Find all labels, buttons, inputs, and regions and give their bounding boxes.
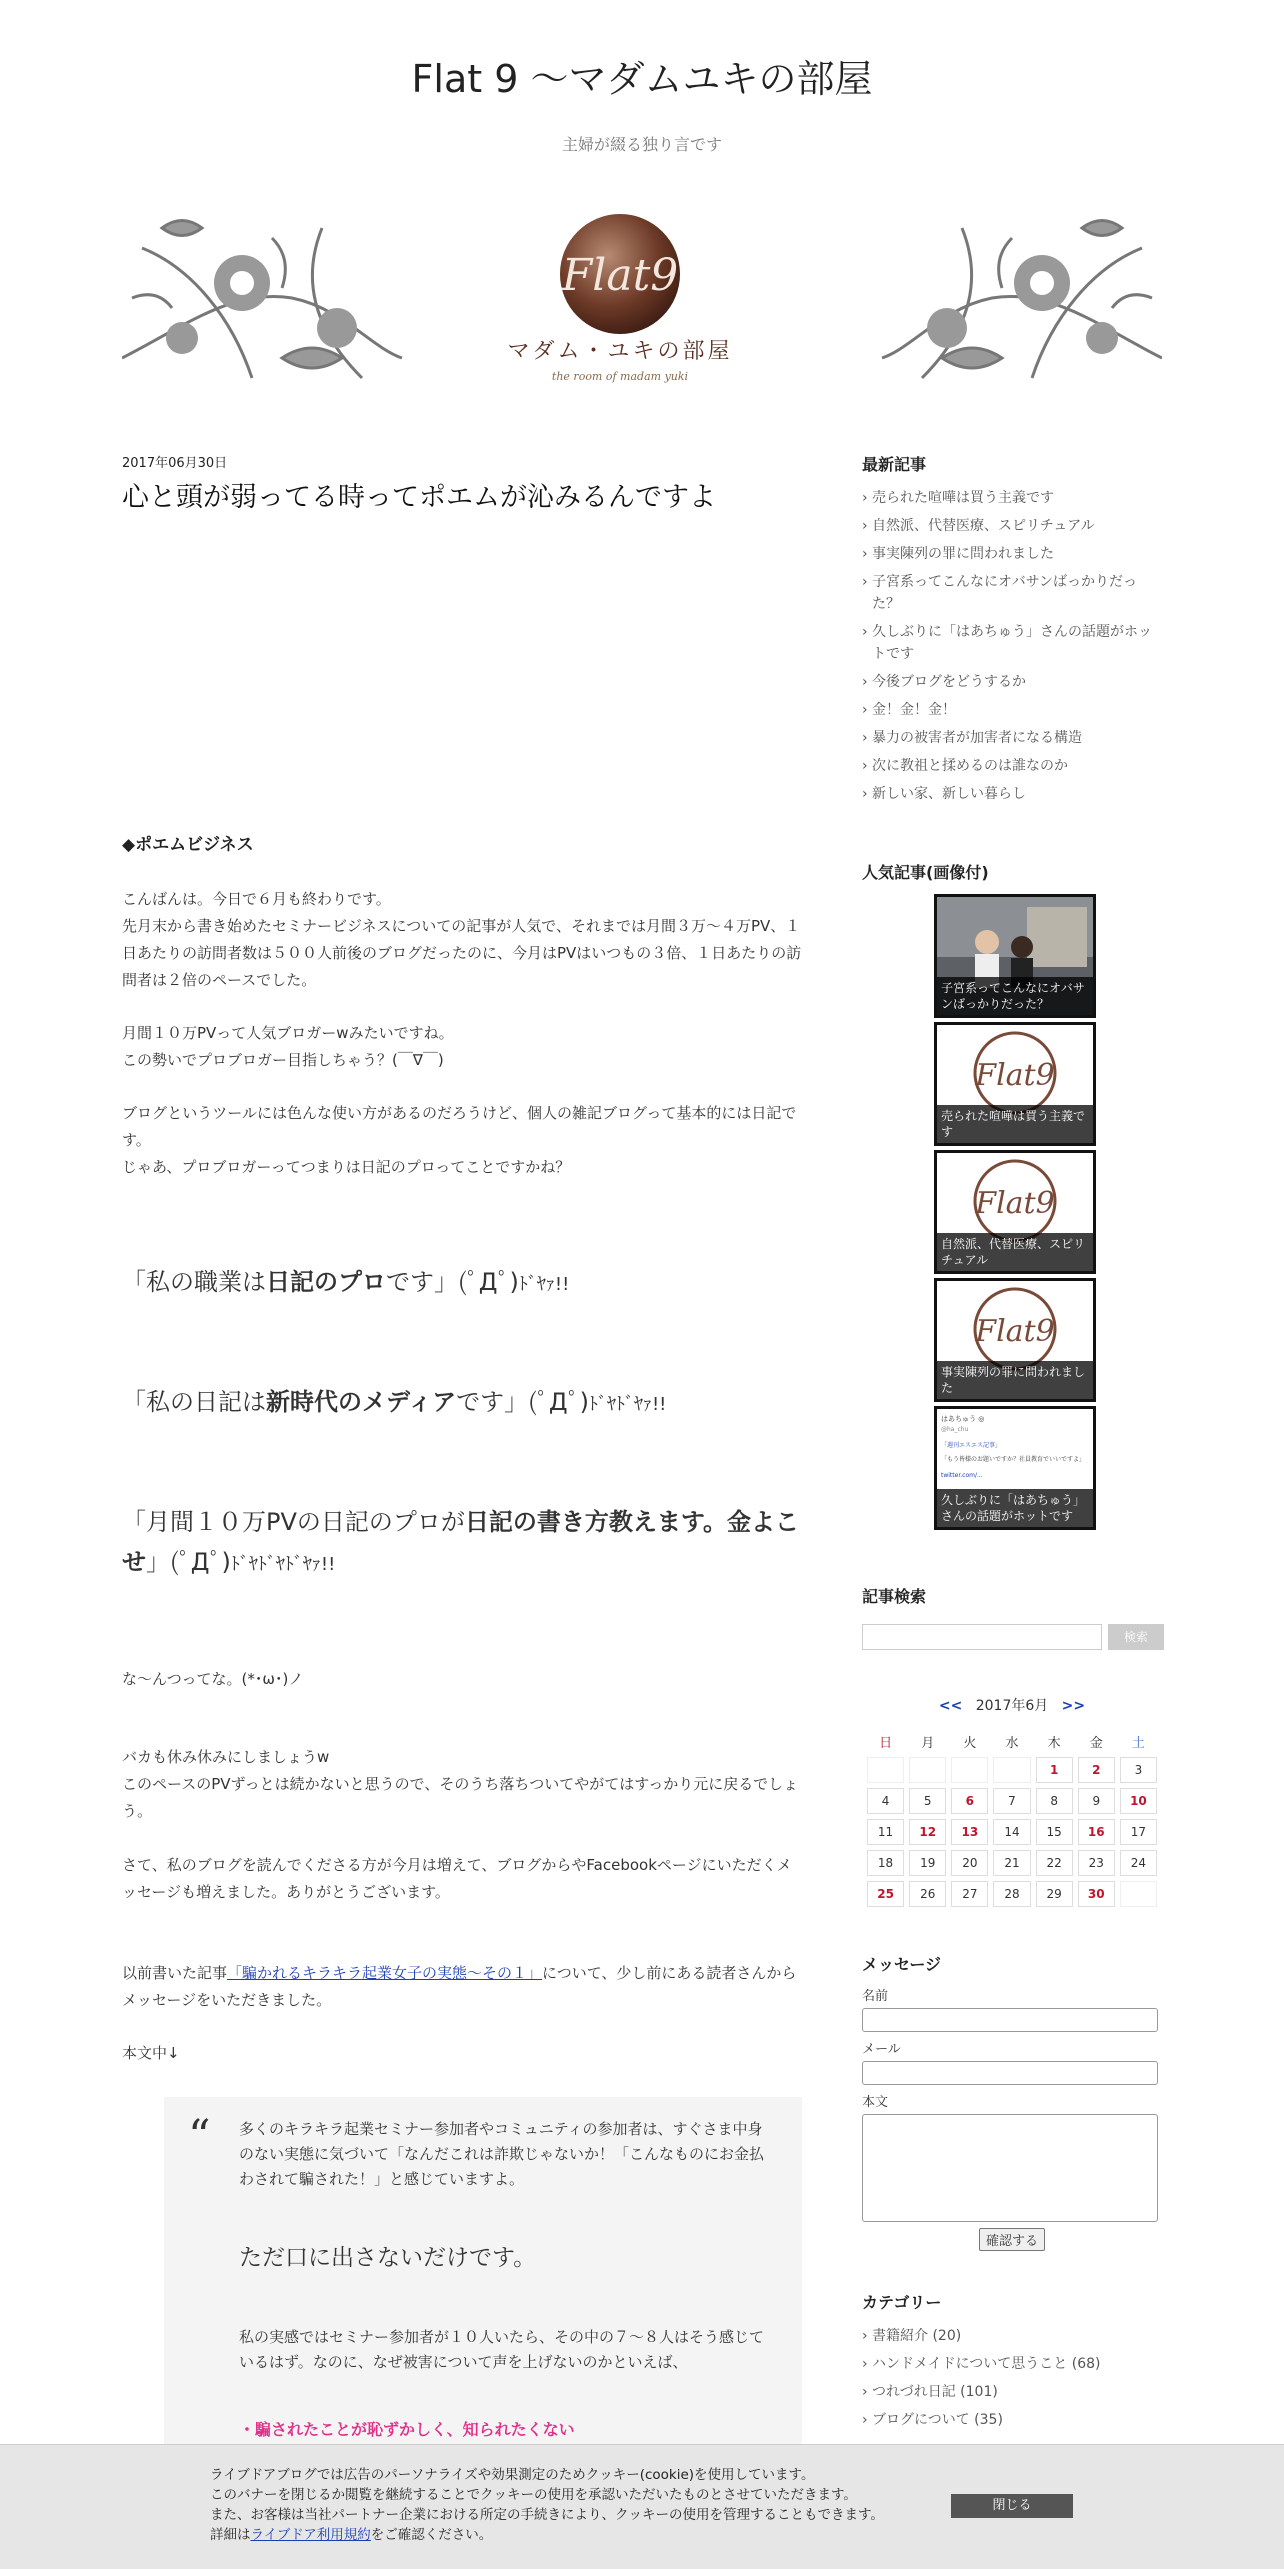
svg-text:Flat9: Flat9 [975, 1058, 1055, 1093]
weekday-label: 月 [921, 1735, 935, 1751]
calendar-day [1120, 1881, 1157, 1907]
main-article [122, 452, 802, 2439]
weekday-label: 水 [1005, 1735, 1019, 1751]
svg-text:@ha_chu: @ha_chu [941, 1426, 969, 1433]
calendar-day: 26 [909, 1881, 946, 1907]
calendar-day: 14 [993, 1819, 1030, 1845]
quote-mark-icon: “ [188, 2111, 211, 2162]
calendar-day: 24 [1120, 1850, 1157, 1876]
paragraph-7: 以前書いた記事「騙かれるキラキラ起業女子の実態〜その１」について、少し前にある読者さんからメッセージをいただきました。 [122, 1964, 797, 2009]
calendar-day: 20 [951, 1850, 988, 1876]
calendar-day: 19 [909, 1850, 946, 1876]
popular-post-caption: 子宮系ってこんなにオバサンばっかりだった？ [937, 977, 1093, 1015]
blockquote [164, 2097, 802, 2497]
logo-text: Flat9 [561, 250, 679, 301]
popular-post-caption: 自然派、代替医療、スピリチュアル [937, 1233, 1093, 1271]
recent-posts-title: 最新記事 [862, 455, 927, 474]
recent-post-item[interactable]: › 新しい家、新しい暮らし [862, 783, 1162, 805]
terms-link[interactable]: ライブドア利用規約 [250, 2527, 371, 2543]
calendar-day [993, 1757, 1030, 1783]
weekday-label: 金 [1089, 1735, 1103, 1751]
calendar-day[interactable]: 2 [1078, 1757, 1115, 1783]
recent-post-item[interactable]: › 事実陳列の罪に問われました [862, 543, 1162, 565]
paragraph-6: さて、私のブログを読んでくださる方が今月は増えて、ブログからやFacebookページにいただくメッセージも増えました。ありがとうございます。 [122, 1856, 792, 1901]
cookie-close-button[interactable]: 閉じる [951, 2494, 1073, 2518]
calendar-day[interactable]: 12 [909, 1819, 946, 1845]
category-item[interactable]: › ブログについて (35) [862, 2409, 1162, 2431]
quote-line-1: 「私の職業は日記のプロです」(ﾟДﾟ)ﾄﾞﾔｧ!! [122, 1268, 570, 1296]
search-title: 記事検索 [862, 1587, 927, 1606]
recent-post-item[interactable]: › 売られた喧嘩は買う主義です [862, 487, 1162, 509]
calendar-day: 8 [1036, 1788, 1073, 1814]
recent-post-item[interactable]: › 次に教祖と揉めるのは誰なのか [862, 755, 1162, 777]
recent-post-item[interactable]: › 暴力の被害者が加害者になる構造 [862, 727, 1162, 749]
search-input[interactable] [862, 1624, 1102, 1650]
calendar-day: 3 [1120, 1757, 1157, 1783]
calendar-day[interactable]: 16 [1078, 1819, 1115, 1845]
calendar-day[interactable]: 6 [951, 1788, 988, 1814]
popular-post-card[interactable] [934, 1022, 1096, 1146]
svg-text:「週刊エスエス記事」: 「週刊エスエス記事」 [941, 1442, 1002, 1449]
weekday-label: 土 [1131, 1735, 1145, 1751]
search-widget [862, 1584, 1162, 1654]
quote-paragraph-1: 多くのキラキラ起業セミナー参加者やコミュニティの参加者は、すぐさま中身のない実態に気づいて「なんだこれは詐欺じゃないか！「こんなものにお金払わされて騙された！」と感じていますよ。 [239, 2120, 765, 2188]
paragraph-1: こんばんは。今日で６月も終わりです。 先月末から書き始めたセミナービジネスについての記事が人気で、それまでは月間３万〜４万PV、１日あたりの訪問者数は５００人前後のブログだったのに、今月はPVはいつもの３倍、１日あたりの訪問者は２倍のペースでした。 [122, 890, 802, 989]
calendar-day [867, 1757, 904, 1783]
body-textarea[interactable] [862, 2114, 1158, 2222]
calendar-day: 27 [951, 1881, 988, 1907]
calendar-day: 9 [1078, 1788, 1115, 1814]
search-button[interactable]: 検索 [1108, 1624, 1164, 1650]
calendar-day: 28 [993, 1881, 1030, 1907]
message-form [862, 1952, 1162, 2251]
svg-text:twitter.com/...: twitter.com/... [941, 1472, 983, 1479]
calendar-day: 23 [1078, 1850, 1115, 1876]
weekday-label: 木 [1047, 1735, 1061, 1751]
recent-post-item[interactable]: › 自然派、代替医療、スピリチュアル [862, 515, 1162, 537]
article-link[interactable]: 「騙かれるキラキラ起業女子の実態〜その１」 [227, 1964, 543, 1982]
right-floral-ornament [882, 221, 1162, 379]
svg-text:Flat9: Flat9 [975, 1314, 1055, 1349]
popular-post-caption: 久しぶりに「はあちゅう」さんの話題がホットです [937, 1489, 1093, 1527]
svg-text:「もう皆様のお題いですか？社員教育でいいですよ」: 「もう皆様のお題いですか？社員教育でいいですよ」 [941, 1456, 1086, 1463]
recent-post-item[interactable]: › 金！金！金！ [862, 699, 1162, 721]
calendar-day [951, 1757, 988, 1783]
left-floral-ornament [122, 221, 402, 379]
calendar-day [909, 1757, 946, 1783]
banner-title: マダム・ユキの部屋 [507, 339, 733, 364]
banner-subtitle: the room of madam yuki [551, 370, 689, 383]
categories-title: カテゴリー [862, 2293, 942, 2312]
recent-post-item[interactable]: › 久しぶりに「はあちゅう」さんの話題がホットです [862, 621, 1162, 665]
paragraph-8: 本文中↓ [122, 2044, 180, 2062]
section-heading: ◆ポエムビジネス [122, 835, 254, 855]
site-title[interactable]: Flat 9 〜マダムユキの部屋 [411, 57, 873, 101]
popular-post-caption: 売られた喧嘩は買う主義です [937, 1105, 1093, 1143]
calendar-day: 11 [867, 1819, 904, 1845]
quote-highlight: ・騙されたことが恥ずかしく、知られたくない [239, 2420, 575, 2439]
calendar-day: 15 [1036, 1819, 1073, 1845]
category-item[interactable]: › つれづれ日記 (101) [862, 2381, 1162, 2403]
mail-label: メール [862, 2042, 901, 2057]
paragraph-4: な〜んつってな。(*･ω･)ノ [122, 1670, 304, 1688]
calendar-day: 22 [1036, 1850, 1073, 1876]
popular-post-card[interactable] [934, 894, 1096, 1018]
weekday-label: 日 [879, 1735, 893, 1751]
quote-line-3: 「月間１０万PVの日記のプロが日記の書き方教えます。金よこせ」(ﾟДﾟ)ﾄﾞﾔﾄﾞﾔﾄﾞﾔｧ!! [122, 1508, 799, 1576]
popular-posts-title: 人気記事(画像付) [862, 863, 989, 882]
quote-line-2: 「私の日記は新時代のメディアです」(ﾟДﾟ)ﾄﾞﾔﾄﾞﾔｧ!! [122, 1388, 667, 1416]
popular-post-card[interactable] [934, 1150, 1096, 1274]
calendar-month: 2017年6月 [975, 1698, 1049, 1714]
post-title[interactable]: 心と頭が弱ってる時ってポエムが沁みるんですよ [122, 482, 716, 513]
calendar-day: 18 [867, 1850, 904, 1876]
body-label: 本文 [862, 2095, 889, 2110]
popular-post-card[interactable] [934, 1278, 1096, 1402]
calendar-day: 17 [1120, 1819, 1157, 1845]
calendar-day[interactable]: 1 [1036, 1757, 1073, 1783]
mail-field[interactable] [862, 2061, 1158, 2085]
popular-posts [862, 860, 1162, 1540]
calendar-day[interactable]: 30 [1078, 1881, 1115, 1907]
recent-post-item[interactable]: › 子宮系ってこんなにオバサンばっかりだった？ [862, 571, 1162, 615]
calendar-day[interactable]: 25 [867, 1881, 904, 1907]
calendar-day[interactable]: 10 [1120, 1788, 1157, 1814]
message-title: メッセージ [862, 1955, 942, 1974]
cookie-banner [0, 2444, 1284, 2569]
category-item[interactable]: › ハンドメイドについて思うこと (68) [862, 2353, 1162, 2375]
calendar-day: 7 [993, 1788, 1030, 1814]
weekday-label: 火 [963, 1735, 977, 1751]
calendar-prev-button[interactable]: << [938, 1698, 963, 1714]
calendar-day[interactable]: 13 [951, 1819, 988, 1845]
svg-text:はあちゅう ◎: はあちゅう ◎ [941, 1415, 985, 1423]
svg-text:Flat9: Flat9 [975, 1186, 1055, 1221]
popular-post-caption: 事実陳列の罪に問われました [937, 1361, 1093, 1399]
calendar-day: 21 [993, 1850, 1030, 1876]
cookie-text: ライブドアブログでは広告のパーソナライズや効果測定のためクッキー(cookie)を使用しています。 このバナーを閉じるか閲覧を継続することでクッキーの使用を承認いただいたものとさせていただきます。 また、お客様は当社パートナー企業における所定の手続きにより、クッキーの使用を管理することもできます。 詳細はライブドア利用規約をご確認ください。 [210, 2467, 884, 2543]
calendar-day: 5 [909, 1788, 946, 1814]
calendar-header [862, 1695, 1162, 1715]
categories-widget [862, 2290, 1162, 2437]
name-label: 名前 [862, 1989, 889, 2004]
paragraph-2: 月間１０万PVって人気ブロガーwみたいですね。 この勢いでプロブロガー目指しちゃう？(￣∇￣) [122, 1024, 454, 1069]
post-date: 2017年06月30日 [122, 456, 228, 471]
quote-emphasis: ただ口に出さないだけです。 [239, 2245, 537, 2271]
name-field[interactable] [862, 2008, 1158, 2032]
confirm-button[interactable]: 確認する [979, 2228, 1045, 2251]
calendar-day: 4 [867, 1788, 904, 1814]
quote-paragraph-2: 私の実感ではセミナー参加者が１０人いたら、その中の７〜８人はそう感じているはず。なのに、なぜ被害について声を上げないのかといえば、 [239, 2328, 765, 2371]
paragraph-3: ブログというツールには色んな使い方があるのだろうけど、個人の雑記ブログって基本的には日記です。 じゃあ、プロブロガーってつまりは日記のプロってことですかね？ [122, 1104, 797, 1176]
recent-post-item[interactable]: › 今後ブログをどうするか [862, 671, 1162, 693]
calendar-grid [862, 1725, 1162, 1912]
popular-post-card[interactable] [934, 1406, 1096, 1530]
site-description: 主婦が綴る独り言です [561, 135, 722, 154]
recent-posts [862, 452, 1162, 811]
calendar-day: 29 [1036, 1881, 1073, 1907]
category-item[interactable]: › 書籍紹介 (20) [862, 2325, 1162, 2347]
calendar-next-button[interactable]: >> [1061, 1698, 1086, 1714]
header-banner[interactable] [122, 208, 1162, 398]
paragraph-5: バカも休み休みにしましょうw このペースのPVずっとは続かないと思うので、そのうち落ちついてやがてはすっかり元に戻るでしょう。 [122, 1748, 799, 1820]
